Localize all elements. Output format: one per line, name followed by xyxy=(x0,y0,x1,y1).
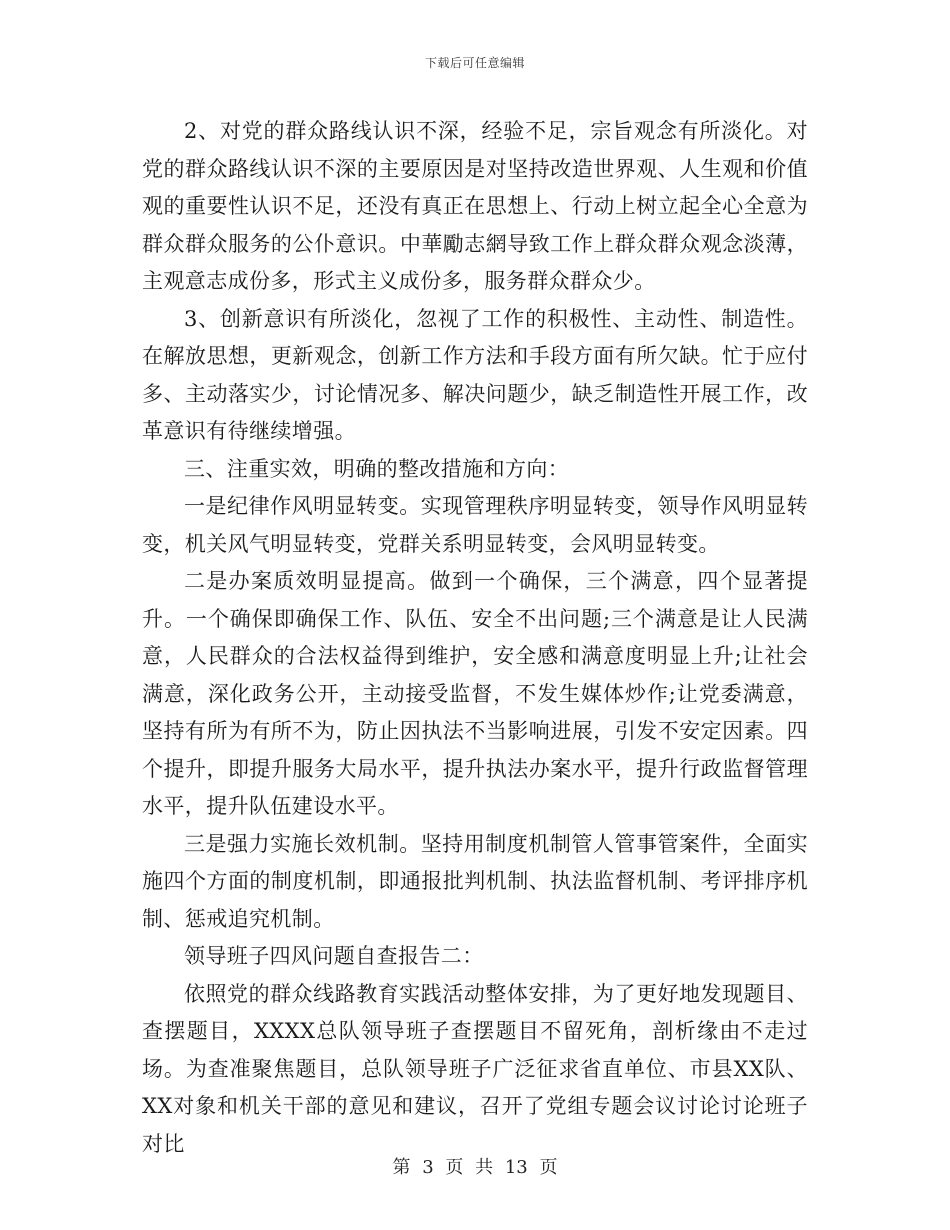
paragraph-measure-2: 二是办案质效明显提高。做到一个确保，三个满意，四个显著提升。一个确保即确保工作、队伍、安全不出问题;三个满意是让人民满意，人民群众的合法权益得到维护，安全感和满意度明显上升;让社会满意，深化政务公开，主动接受监督，不发生媒体炒作;让党委满意，坚持有所为有所不为，防止因执法不当影响进展，引发不安定因素。四个提升，即提升服务大局水平，提升执法办案水平，提升行政监督管理水平，提升队伍建设水平。 xyxy=(142,569,808,818)
paragraph-item-2: 2、对党的群众路线认识不深，经验不足，宗旨观念有所淡化。对党的群众路线认识不深的主要原因是对坚持改造世界观、人生观和价值观的重要性认识不足，还没有真正在思想上、行动上树立起全心全意为群众群众服务的公仆意识。中華勵志網导致工作上群众群众观念淡薄，主观意志成份多，形式主义成份多，服务群众群众少。 xyxy=(142,119,808,293)
document-body xyxy=(142,113,808,1163)
paragraph-measure-1: 一是纪律作风明显转变。实现管理秩序明显转变，领导作风明显转变，机关风气明显转变，党群关系明显转变，会风明显转变。 xyxy=(142,494,808,556)
page-number: 第 3 页 共 13 页 xyxy=(392,1157,558,1178)
page-header-note: 下载后可任意编辑 xyxy=(424,56,525,70)
section-heading-3: 三、注重实效，明确的整改措施和方向： xyxy=(184,456,570,481)
paragraph-item-3: 3、创新意识有所淡化，忽视了工作的积极性、主动性、制造性。在解放思想，更新观念，创新工作方法和手段方面有所欠缺。忙于应付多、主动落实少，讨论情况多、解决问题少，缺乏制造性开展工作，改革意识有待继续增强。 xyxy=(142,306,808,443)
paragraph-measure-3: 三是强力实施长效机制。坚持用制度机制管人管事管案件，全面实施四个方面的制度机制，即通报批判机制、执法监督机制、考评排序机制、惩戒追究机制。 xyxy=(142,831,808,931)
report-subtitle: 领导班子四风问题自查报告二： xyxy=(184,944,484,968)
paragraph-report-intro: 依照党的群众线路教育实践活动整体安排，为了更好地发现题目、查摆题目，XXXX总队领导班子查摆题目不留死角，剖析缘由不走过场。为查准聚焦题目，总队领导班子广泛征求省直单位、市县XX队、XX对象和机关干部的意见和建议，召开了党组专题会议讨论讨论班子对比 xyxy=(142,981,808,1156)
